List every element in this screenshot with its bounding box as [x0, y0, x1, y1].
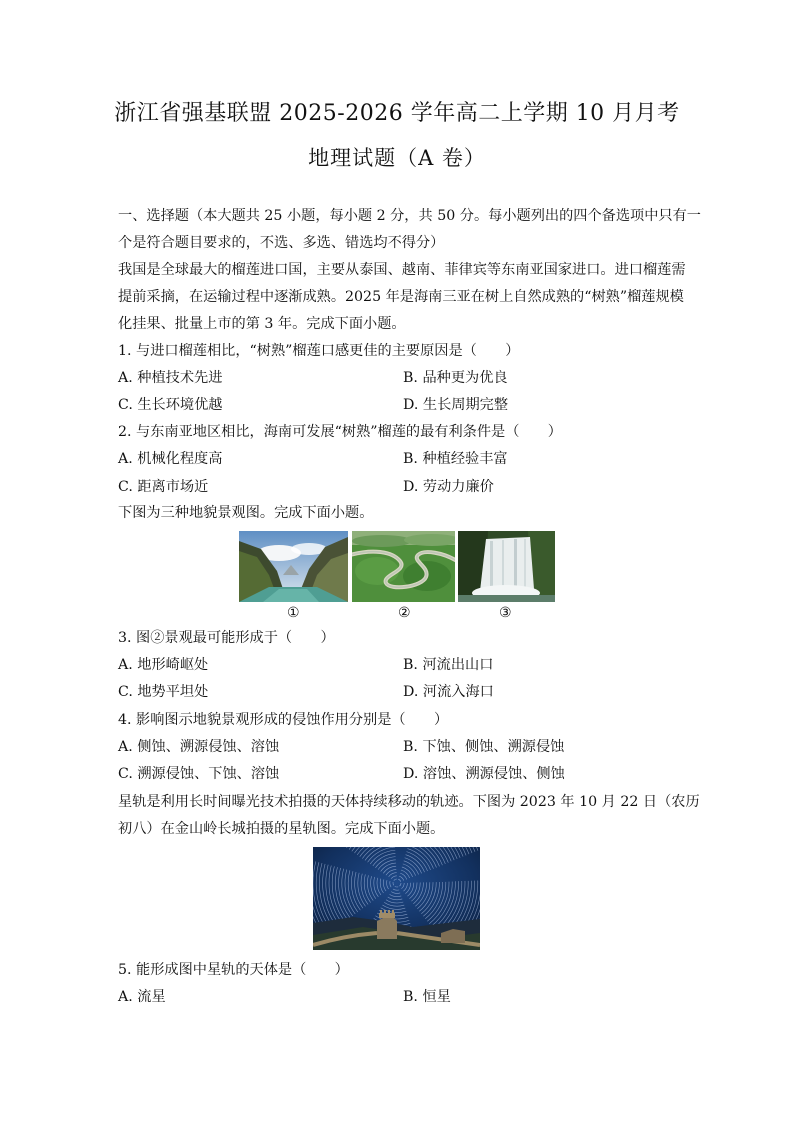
meander-photo	[352, 531, 455, 602]
question-1-option-d: D. 生长周期完整	[403, 397, 509, 413]
question-2-option-d: D. 劳动力廉价	[403, 479, 494, 495]
question-4-option-c: C. 溯源侵蚀、下蚀、溶蚀	[118, 766, 280, 782]
waterfall-photo	[458, 531, 555, 602]
question-4-option-b: B. 下蚀、侧蚀、溯源侵蚀	[403, 739, 565, 755]
question-1-option-c: C. 生长环境优越	[118, 397, 223, 413]
passage3-line1: 星轨是利用长时间曝光技术拍摄的天体持续移动的轨迹。下图为 2023 年 10 月 22 日（农历	[118, 794, 700, 810]
canyon-photo	[239, 531, 348, 602]
question-3-option-a: A. 地形崎岖处	[118, 657, 209, 673]
question-5-option-a: A. 流星	[118, 989, 166, 1005]
star-trails-photo	[313, 847, 480, 950]
passage2-line1: 下图为三种地貌景观图。完成下面小题。	[118, 505, 374, 521]
question-3-option-c: C. 地势平坦处	[118, 684, 209, 700]
question-4-option-a: A. 侧蚀、溯源侵蚀、溶蚀	[118, 739, 280, 755]
question-3-option-b: B. 河流出山口	[403, 657, 494, 673]
question-4-option-d: D. 溶蚀、溯源侵蚀、侧蚀	[403, 766, 565, 782]
figure-caption-1: ①	[287, 605, 300, 621]
exam-subtitle: 地理试题（A 卷）	[308, 146, 486, 170]
passage1-line3: 化挂果、批量上市的第 3 年。完成下面小题。	[118, 316, 406, 332]
section-instructions-line2: 个是符合题目要求的，不选、多选、错选均不得分）	[118, 235, 445, 251]
passage1-line2: 提前采摘，在运输过程中逐渐成熟。2025 年是海南三亚在树上自然成熟的“树熟”榴莲规模	[118, 289, 684, 305]
figure-caption-3: ③	[499, 605, 512, 621]
passage3-line2: 初八）在金山岭长城拍摄的星轨图。完成下面小题。	[118, 821, 445, 837]
question-2-option-a: A. 机械化程度高	[118, 451, 223, 467]
question-2-option-c: C. 距离市场近	[118, 479, 209, 495]
question-3-option-d: D. 河流入海口	[403, 684, 494, 700]
question-1-option-a: A. 种植技术先进	[118, 370, 223, 386]
question-2-option-b: B. 种植经验丰富	[403, 451, 508, 467]
question-2-stem: 2. 与东南亚地区相比，海南可发展“树熟”榴莲的最有利条件是（ ）	[118, 424, 562, 440]
question-3-stem: 3. 图②景观最可能形成于（ ）	[118, 630, 335, 646]
question-4-stem: 4. 影响图示地貌景观形成的侵蚀作用分别是（ ）	[118, 712, 449, 728]
question-5-stem: 5. 能形成图中星轨的天体是（ ）	[118, 962, 349, 978]
passage1-line1: 我国是全球最大的榴莲进口国，主要从泰国、越南、菲律宾等东南亚国家进口。进口榴莲需	[118, 262, 686, 278]
section-instructions-line1: 一、选择题（本大题共 25 小题，每小题 2 分，共 50 分。每小题列出的四个备选项中只有一	[118, 208, 701, 224]
question-1-option-b: B. 品种更为优良	[403, 370, 508, 386]
question-1-stem: 1. 与进口榴莲相比，“树熟”榴莲口感更佳的主要原因是（ ）	[118, 343, 520, 359]
exam-title: 浙江省强基联盟 2025-2026 学年高二上学期 10 月月考	[114, 101, 680, 126]
figure-caption-2: ②	[398, 605, 411, 621]
question-5-option-b: B. 恒星	[403, 989, 451, 1005]
